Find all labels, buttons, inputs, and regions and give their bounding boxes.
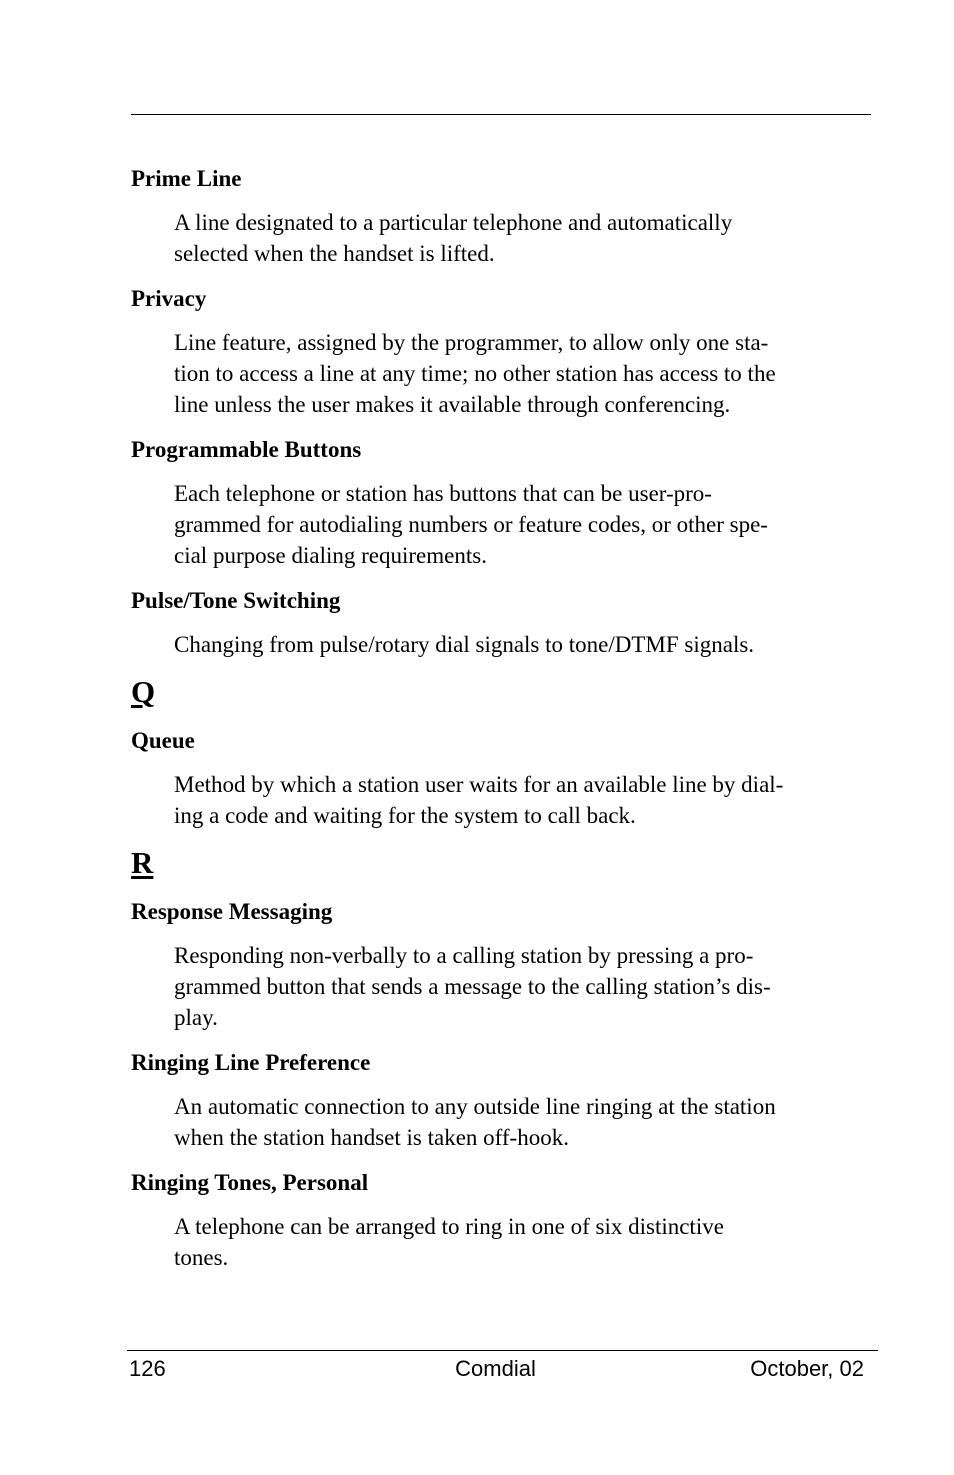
term-response-messaging: Response Messaging [131, 899, 333, 924]
term-ringing-tones-personal: Ringing Tones, Personal [131, 1170, 369, 1195]
definition-queue [174, 769, 871, 831]
definition-line: An automatic connection to any outside line ringing at the station [174, 1094, 776, 1119]
page-footer [127, 1355, 864, 1385]
definition-line: tion to access a line at any time; no other station has access to the [174, 361, 776, 386]
definition-line: Responding non-verbally to a calling station by pressing a pro- [174, 943, 754, 968]
term-programmable-buttons: Programmable Buttons [131, 437, 362, 462]
definition-prime-line [174, 207, 871, 269]
definition-line: ing a code and waiting for the system to call back. [174, 803, 636, 828]
term-queue: Queue [131, 728, 195, 753]
definition-line: selected when the handset is lifted. [174, 241, 495, 266]
definition-line: line unless the user makes it available through conferencing. [174, 392, 731, 417]
definition-pulse-tone-switching [174, 629, 871, 660]
definition-line: Line feature, assigned by the programmer, to allow only one sta- [174, 330, 769, 355]
definition-line: grammed for autodialing numbers or feature codes, or other spe- [174, 512, 768, 537]
term-prime-line: Prime Line [131, 166, 242, 191]
footer-rule [127, 1350, 878, 1351]
definition-line: when the station handset is taken off-hook. [174, 1125, 569, 1150]
term-pulse-tone-switching: Pulse/Tone Switching [131, 588, 341, 613]
definition-line: A telephone can be arranged to ring in one of six distinctive [174, 1214, 724, 1239]
definition-privacy [174, 327, 871, 420]
definition-line: cial purpose dialing requirements. [174, 543, 487, 568]
term-ringing-line-preference: Ringing Line Preference [131, 1050, 371, 1075]
footer-publisher: Comdial [455, 1356, 536, 1381]
definition-line: Each telephone or station has buttons that can be user-pro- [174, 481, 712, 506]
header-rule [131, 114, 871, 115]
definition-ringing-line-preference [174, 1091, 871, 1153]
page-number: 126 [129, 1356, 166, 1381]
definition-programmable-buttons [174, 478, 871, 571]
glossary-content [131, 164, 871, 1273]
definition-line: grammed button that sends a message to the calling station’s dis- [174, 974, 771, 999]
definition-ringing-tones-personal [174, 1211, 871, 1273]
footer-date: October, 02 [750, 1356, 864, 1381]
section-letter-q: Q [131, 674, 156, 709]
section-letter-r: R [131, 845, 154, 880]
term-privacy: Privacy [131, 286, 207, 311]
definition-line: Method by which a station user waits for an available line by dial- [174, 772, 784, 797]
definition-line: play. [174, 1005, 218, 1030]
definition-response-messaging [174, 940, 871, 1033]
definition-line: tones. [174, 1245, 229, 1270]
definition-line: A line designated to a particular telephone and automatically [174, 210, 733, 235]
definition-line: Changing from pulse/rotary dial signals to tone/DTMF signals. [174, 632, 755, 657]
